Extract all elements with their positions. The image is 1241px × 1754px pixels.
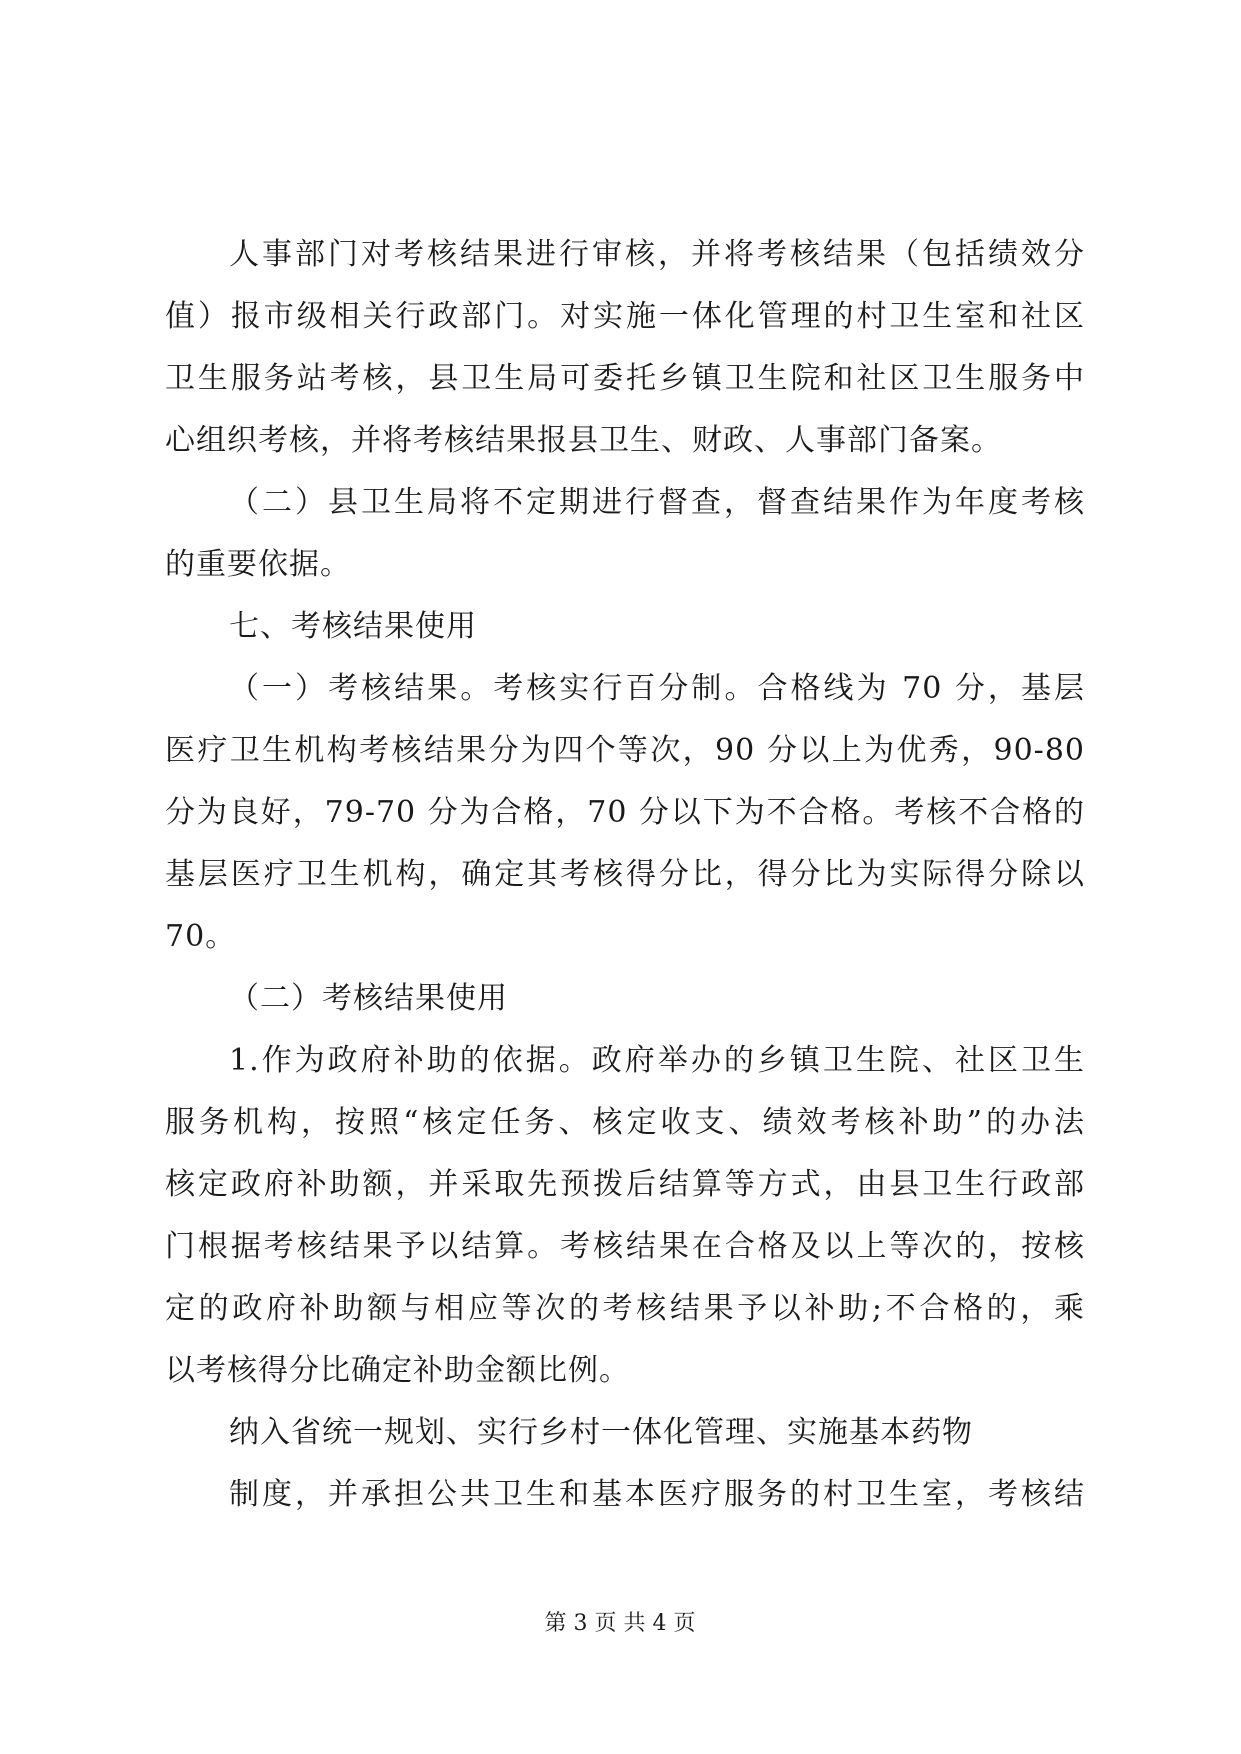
text-line: 门根据考核结果予以结算。考核结果在合格及以上等次的，按核 — [165, 1229, 1085, 1264]
text-line: 基层医疗卫生机构，确定其考核得分比，得分比为实际得分除以 — [165, 857, 1085, 892]
text-line: 心组织考核，并将考核结果报县卫生、财政、人事部门备案。 — [165, 423, 1002, 458]
text-line: 定的政府补助额与相应等次的考核结果予以补助;不合格的，乘 — [165, 1291, 1085, 1326]
text-line: 70。 — [165, 919, 237, 954]
text-line: 纳入省统一规划、实行乡村一体化管理、实施基本药物 — [229, 1415, 973, 1450]
text-line: 值）报市级相关行政部门。对实施一体化管理的村卫生室和社区 — [165, 299, 1085, 334]
text-line: 核定政府补助额，并采取先预拨后结算等方式，由县卫生行政部 — [165, 1167, 1085, 1202]
text-line: 分为良好，79-70 分为合格，70 分以下为不合格。考核不合格的 — [165, 795, 1085, 830]
text-line: 服务机构，按照“核定任务、核定收支、绩效考核补助”的办法 — [165, 1105, 1085, 1140]
text-line: 1.作为政府补助的依据。政府举办的乡镇卫生院、社区卫生 — [229, 1043, 1085, 1078]
body-text — [165, 224, 1085, 1526]
page-number-footer: 第 3 页 共 4 页 — [544, 1611, 696, 1636]
text-line: （一）考核结果。考核实行百分制。合格线为 70 分，基层 — [229, 671, 1085, 706]
text-line: 的重要依据。 — [165, 547, 351, 582]
text-line: 以考核得分比确定补助金额比例。 — [165, 1353, 630, 1388]
subsection-heading: （二）考核结果使用 — [229, 981, 508, 1016]
text-line: 卫生服务站考核，县卫生局可委托乡镇卫生院和社区卫生服务中 — [165, 361, 1085, 396]
text-line: （二）县卫生局将不定期进行督查，督查结果作为年度考核 — [229, 485, 1085, 520]
text-line: 医疗卫生机构考核结果分为四个等次，90 分以上为优秀，90-80 — [165, 733, 1085, 768]
text-line: 人事部门对考核结果进行审核，并将考核结果（包括绩效分 — [229, 237, 1085, 272]
text-line: 制度，并承担公共卫生和基本医疗服务的村卫生室，考核结 — [229, 1477, 1085, 1512]
section-heading: 七、考核结果使用 — [229, 609, 477, 644]
